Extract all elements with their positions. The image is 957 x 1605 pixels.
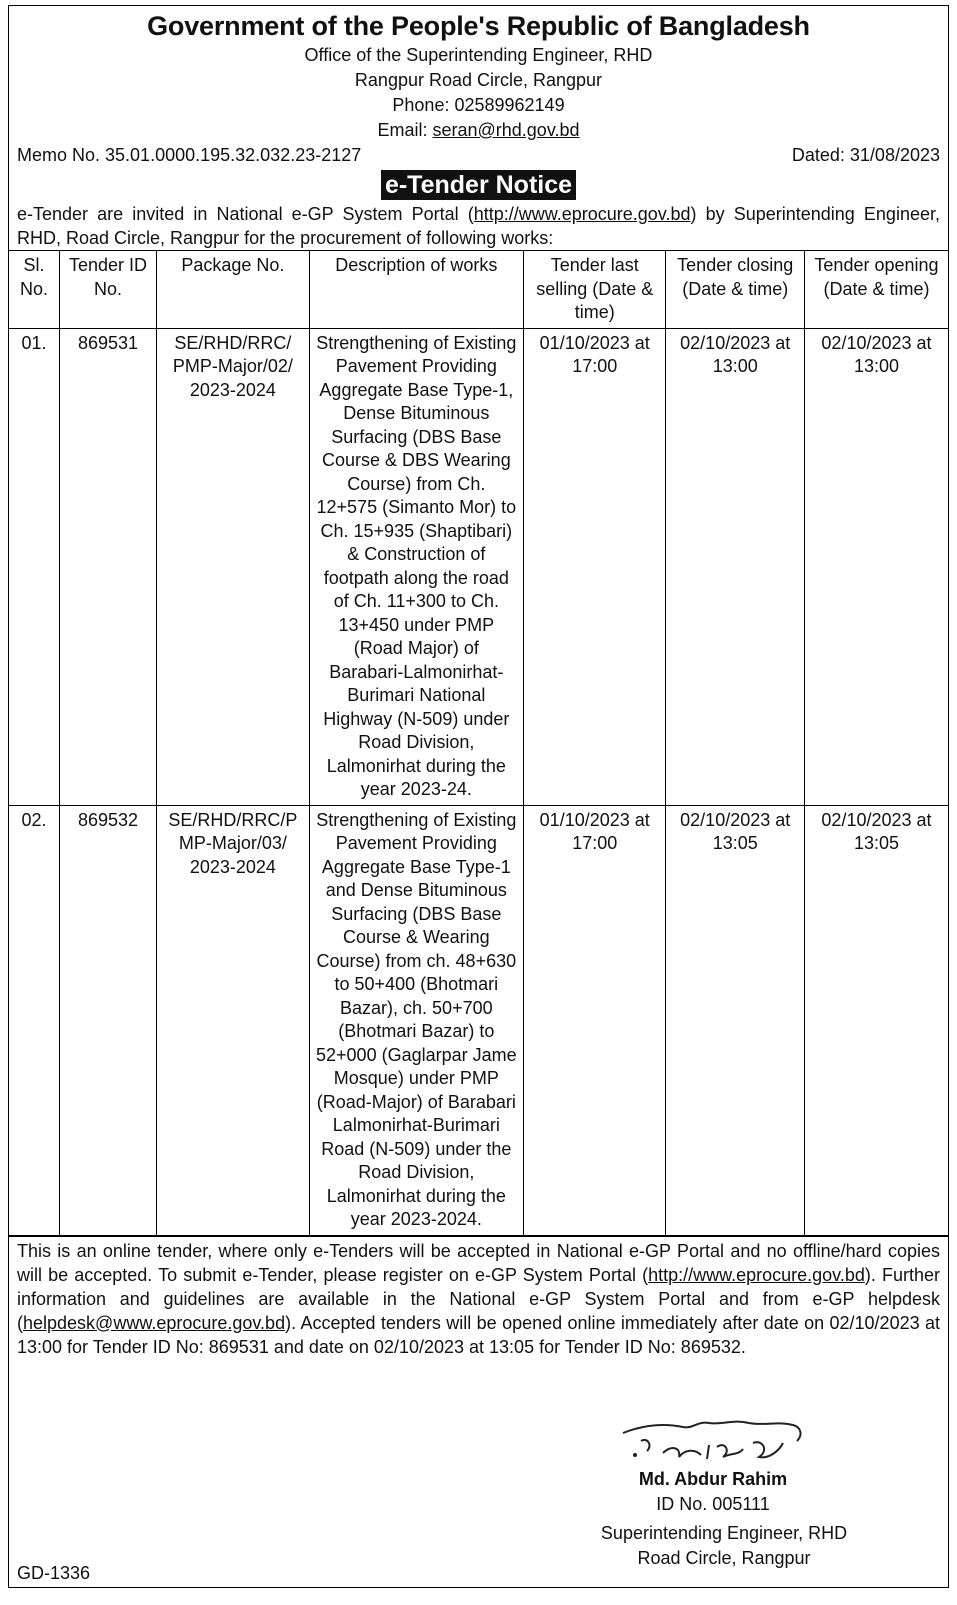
eprocure-link-footer[interactable]: http://www.eprocure.gov.bd xyxy=(648,1264,865,1285)
notice-title xyxy=(9,170,948,202)
signatory-id: ID No. 005111 xyxy=(656,1494,770,1514)
intro-paragraph xyxy=(9,202,948,250)
memo-date: Dated: 31/08/2023 xyxy=(791,145,940,165)
phone-number: Phone: 02589962149 xyxy=(392,95,565,115)
eprocure-link[interactable]: http://www.eprocure.gov.bd xyxy=(473,204,691,224)
cell-description: Strengthening of Existing Pavement Providing Aggregate Base Type-1 and Dense Bituminous Surfacing (DBS Base Course & Wearing Course) from ch. 48+630 to 50+400 (Bhotmari Bazar), ch. 50+700 (Bhotmari Bazar) to 52+000 (Gaglarpar Jame Mosque) under PMP (Road-Major) of Barabari Lalmonirhat-Burimari Road (N-509) under the Road Division, Lalmonirhat during the year 2023-2024. xyxy=(309,805,523,1235)
cell-tender-id: 869531 xyxy=(60,328,157,805)
cell-sl: 02. xyxy=(9,805,60,1235)
cell-closing: 02/10/2023 at 13:00 xyxy=(666,328,804,805)
email-label: Email: xyxy=(377,120,433,140)
cell-closing: 02/10/2023 at 13:05 xyxy=(666,805,804,1235)
email-line xyxy=(9,118,948,143)
helpdesk-email-link[interactable]: helpdesk@www.eprocure.gov.bd xyxy=(23,1312,286,1333)
tender-notice-page xyxy=(8,5,949,1588)
col-header-tender-id: Tender ID No. xyxy=(60,251,157,329)
col-header-description: Description of works xyxy=(309,251,523,329)
table-row xyxy=(9,328,948,805)
cell-opening: 02/10/2023 at 13:00 xyxy=(804,328,948,805)
col-header-last-selling: Tender last selling (Date & time) xyxy=(523,251,666,329)
signatory-name: Md. Abdur Rahim xyxy=(638,1469,788,1489)
letterhead xyxy=(9,6,948,143)
footer-text-2: ). Further information and guidelines are available in the National e-GP System Portal and from e-GP helpdesk ( xyxy=(17,1264,940,1333)
memo-row xyxy=(9,143,948,168)
government-title: Government of the People's Republic of Bangladesh xyxy=(147,11,810,41)
handwritten-signature xyxy=(613,1411,813,1467)
col-header-package: Package No. xyxy=(157,251,310,329)
cell-description: Strengthening of Existing Pavement Providing Aggregate Base Type-1, Dense Bituminous Surfacing (DBS Base Course & DBS Wearing Course) from Ch. 12+575 (Simanto Mor) to Ch. 15+935 (Shaptibari) & Construction of footpath along the road of Ch. 11+300 to Ch. 13+450 under PMP (Road Major) of Barabari-Lalmonirhat-Burimari National Highway (N-509) under Road Division, Lalmonirhat during the year 2023-24. xyxy=(309,328,523,805)
intro-text-after: ) by Superintending Engineer, RHD, Road Circle, Rangpur for the procurement of following works: xyxy=(17,204,940,248)
cell-opening: 02/10/2023 at 13:05 xyxy=(804,805,948,1235)
col-header-sl: Sl. No. xyxy=(9,251,60,329)
cell-tender-id: 869532 xyxy=(60,805,157,1235)
footer-text-1: This is an online tender, where only e-Tenders will be accepted in National e-GP Portal and no offline/hard copies will be accepted. To submit e-Tender, please register on e-GP System Portal ( xyxy=(17,1240,940,1285)
gd-code: GD-1336 xyxy=(17,1563,91,1583)
cell-last-selling: 01/10/2023 at 17:00 xyxy=(523,805,666,1235)
col-header-closing: Tender closing (Date & time) xyxy=(666,251,804,329)
intro-text-before: e-Tender are invited in National e-GP System Portal ( xyxy=(17,204,474,224)
office-name: Office of the Superintending Engineer, RHD xyxy=(304,45,653,65)
memo-number: Memo No. 35.01.0000.195.32.032.23-2127 xyxy=(17,145,362,165)
circle-name: Rangpur Road Circle, Rangpur xyxy=(354,70,603,90)
table-row xyxy=(9,805,948,1235)
col-header-opening: Tender opening (Date & time) xyxy=(804,251,948,329)
signature-block xyxy=(583,1411,843,1517)
footer-paragraph xyxy=(9,1236,948,1359)
table-header-row xyxy=(9,251,948,329)
cell-package: SE/RHD/RRC/ PMP-Major/02/ 2023-2024 xyxy=(157,328,310,805)
footer-text-3: ). Accepted tenders will be opened online immediately after date on 02/10/2023 at 13:00 for Tender ID No: 869531 and date on 02/10/2023 at 13:05 for Tender ID No: 869532. xyxy=(17,1312,940,1357)
signatory-designation: Superintending Engineer, RHD xyxy=(600,1523,848,1543)
cell-sl: 01. xyxy=(9,328,60,805)
signatory-designation-block xyxy=(579,1521,869,1571)
tender-table xyxy=(9,250,948,1236)
notice-title-text: e-Tender Notice xyxy=(381,170,576,200)
cell-last-selling: 01/10/2023 at 17:00 xyxy=(523,328,666,805)
signatory-office: Road Circle, Rangpur xyxy=(637,1548,811,1568)
cell-package: SE/RHD/RRC/P MP-Major/03/ 2023-2024 xyxy=(157,805,310,1235)
email-link[interactable]: seran@rhd.gov.bd xyxy=(432,120,580,140)
